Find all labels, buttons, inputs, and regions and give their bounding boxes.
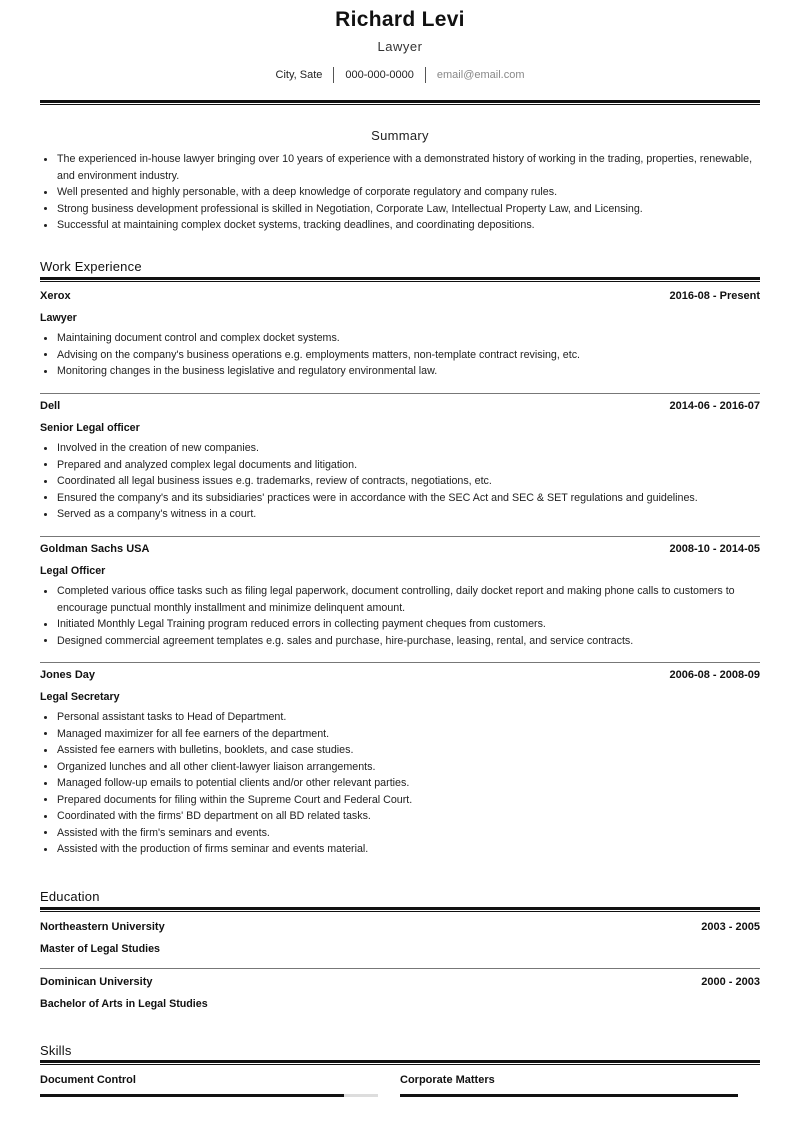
job-bullet: Assisted with the production of firms seminar and events material. <box>57 841 760 858</box>
skill-item <box>400 1074 738 1086</box>
job-bullet: Involved in the creation of new companies. <box>57 440 760 457</box>
contact-line <box>40 66 760 84</box>
candidate-name: Richard Levi <box>335 8 465 31</box>
company-name: Dell <box>40 400 61 412</box>
job-bullet: Assisted with the firm's seminars and events. <box>57 825 760 842</box>
summary-heading: Summary <box>371 128 429 143</box>
job-bullets <box>40 709 760 858</box>
job-dates: 2006-08 - 2008-09 <box>669 669 760 681</box>
section-rule <box>40 907 760 912</box>
skill-level-fill <box>400 1094 738 1097</box>
entry-divider <box>40 536 760 537</box>
job-entry-dell <box>40 400 760 523</box>
job-bullet: Completed various office tasks such as filing legal paperwork, document controlling, daily docket report and making phone calls to customers to encourage punctual monthly installment and minimize delinquent amount. <box>57 583 760 616</box>
email-link[interactable]: email@email.com <box>436 69 525 81</box>
school-name: Northeastern University <box>40 921 165 933</box>
candidate-title: Lawyer <box>377 39 423 54</box>
job-bullet: Coordinated all legal business issues e.g. trademarks, review of contracts, negotiations, etc. <box>57 473 760 490</box>
education-entry <box>40 976 760 1014</box>
summary-item: The experienced in-house lawyer bringing over 10 years of experience with a demonstrated history of working in the trading, properties, renewable, and environment industry. <box>57 151 767 184</box>
education-heading: Education <box>40 889 100 904</box>
skill-item <box>40 1074 378 1086</box>
summary-list <box>40 151 767 234</box>
job-entry-goldman-sachs <box>40 543 760 649</box>
education-dates: 2000 - 2003 <box>701 976 760 988</box>
job-bullet: Prepared documents for filing within the Supreme Court and Federal Court. <box>57 792 760 809</box>
company-name: Goldman Sachs USA <box>40 543 150 555</box>
job-entry-xerox <box>40 290 760 380</box>
job-bullet: Personal assistant tasks to Head of Department. <box>57 709 760 726</box>
job-dates: 2014-06 - 2016-07 <box>669 400 760 412</box>
job-role: Lawyer <box>40 312 77 324</box>
summary-item: Strong business development professional is skilled in Negotiation, Corporate Law, Intellectual Property Law, and Licensing. <box>57 201 767 218</box>
job-bullet: Prepared and analyzed complex legal documents and litigation. <box>57 457 760 474</box>
company-name: Jones Day <box>40 669 96 681</box>
job-bullet: Ensured the company's and its subsidiaries' practices were in accordance with the SEC Act and SEC & SET regulations and guidelines. <box>57 490 760 507</box>
education-entry <box>40 921 760 959</box>
header-rule <box>40 100 760 105</box>
phone: 000-000-0000 <box>345 69 414 81</box>
entry-divider <box>40 968 760 969</box>
job-dates: 2016-08 - Present <box>669 290 760 302</box>
summary-item: Successful at maintaining complex docket systems, tracking deadlines, and coordinating depositions. <box>57 217 767 234</box>
work-experience-heading: Work Experience <box>40 259 142 274</box>
degree: Bachelor of Arts in Legal Studies <box>40 998 208 1010</box>
job-dates: 2008-10 - 2014-05 <box>669 543 760 555</box>
entry-divider <box>40 393 760 394</box>
job-bullet: Assisted fee earners with bulletins, booklets, and case studies. <box>57 742 760 759</box>
location: City, Sate <box>275 69 323 81</box>
degree: Master of Legal Studies <box>40 943 160 955</box>
job-role: Legal Secretary <box>40 691 120 703</box>
education-dates: 2003 - 2005 <box>701 921 760 933</box>
job-bullet: Managed follow-up emails to potential clients and/or other relevant parties. <box>57 775 760 792</box>
job-role: Legal Officer <box>40 565 106 577</box>
summary-item: Well presented and highly personable, with a deep knowledge of corporate regulatory and company rules. <box>57 184 767 201</box>
job-bullet: Coordinated with the firms' BD department on all BD related tasks. <box>57 808 760 825</box>
job-bullets <box>40 440 760 523</box>
entry-divider <box>40 662 760 663</box>
skill-name: Corporate Matters <box>400 1074 495 1086</box>
job-role: Senior Legal officer <box>40 422 140 434</box>
job-bullet: Designed commercial agreement templates e.g. sales and purchase, hire-purchase, leasing, rental, and service contracts. <box>57 633 760 650</box>
job-bullet: Advising on the company's business operations e.g. employments matters, non-template contract revising, etc. <box>57 347 760 364</box>
job-bullet: Organized lunches and all other client-lawyer liaison arrangements. <box>57 759 760 776</box>
job-entry-jones-day <box>40 669 760 858</box>
job-bullet: Served as a company's witness in a court. <box>57 506 760 523</box>
skill-level-bar <box>400 1094 738 1097</box>
skill-level-fill <box>40 1094 344 1097</box>
skill-name: Document Control <box>40 1074 136 1086</box>
school-name: Dominican University <box>40 976 153 988</box>
skill-level-bar <box>40 1094 378 1097</box>
job-bullet: Monitoring changes in the business legislative and regulatory environmental law. <box>57 363 760 380</box>
job-bullet: Initiated Monthly Legal Training program reduced errors in collecting payment cheques from customers. <box>57 616 760 633</box>
job-bullets <box>40 583 760 649</box>
skills-heading: Skills <box>40 1043 72 1058</box>
job-bullet: Managed maximizer for all fee earners of the department. <box>57 726 760 743</box>
job-bullet: Maintaining document control and complex docket systems. <box>57 330 760 347</box>
job-bullets <box>40 330 760 380</box>
section-rule <box>40 1060 760 1065</box>
company-name: Xerox <box>40 290 71 302</box>
section-rule <box>40 277 760 282</box>
